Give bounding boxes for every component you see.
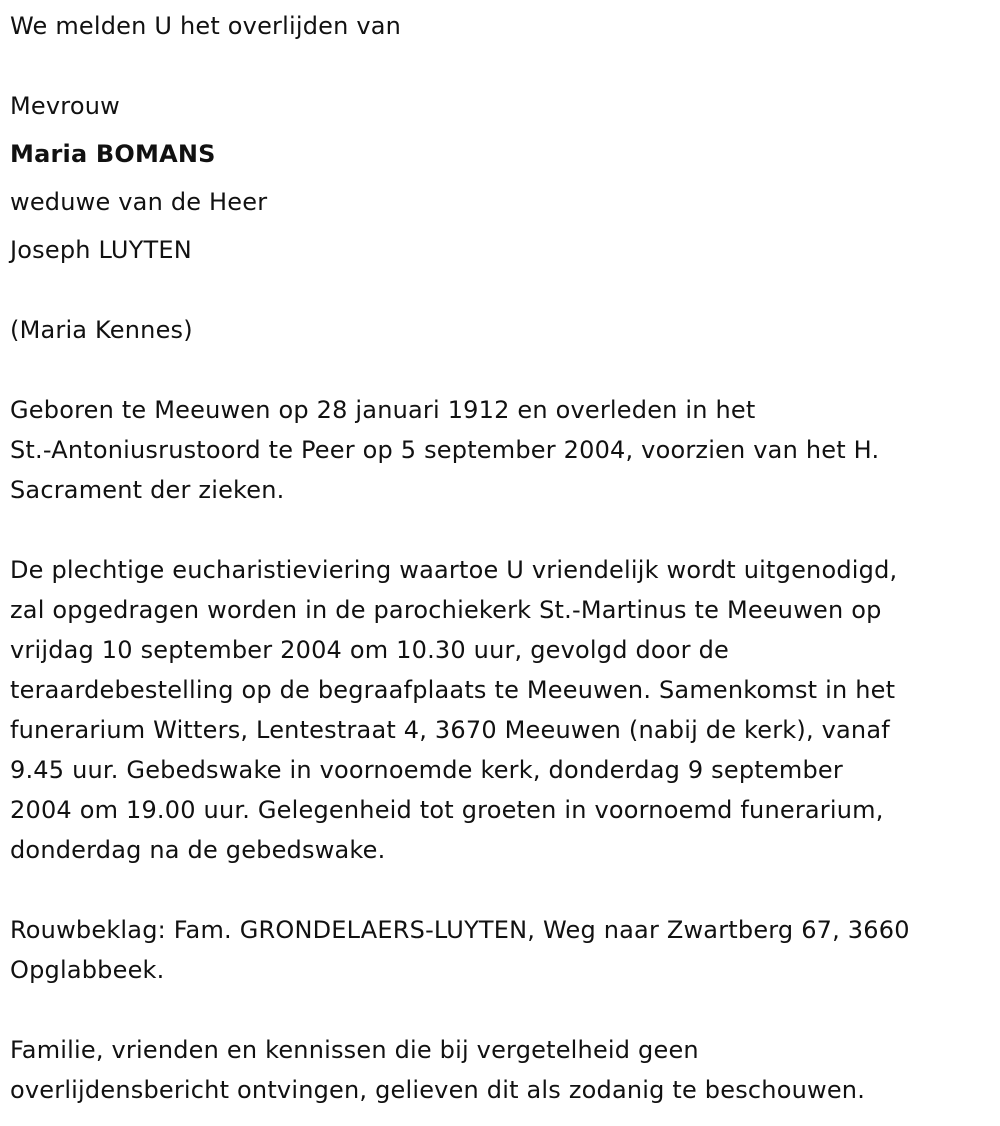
relation-text: weduwe van de Heer [10,188,268,216]
birth-death-line: St.-Antoniusrustoord te Peer op 5 september 2004, voorzien van het H. [10,436,880,464]
alias-name: (Maria Kennes) [10,316,193,344]
ceremony-line: 2004 om 19.00 uur. Gelegenheid tot groeten in voornoemd funerarium, [10,796,884,824]
ceremony-line: vrijdag 10 september 2004 om 10.30 uur, gevolgd door de [10,636,729,664]
salutation: Mevrouw [10,92,120,120]
ceremony-line: funerarium Witters, Lentestraat 4, 3670 Meeuwen (nabij de kerk), vanaf [10,716,890,744]
condolences-line: Opglabbeek. [10,956,165,984]
ceremony-line: De plechtige eucharistieviering waartoe U vriendelijk wordt uitgenodigd, [10,556,898,584]
birth-death-line: Geboren te Meeuwen op 28 januari 1912 en overleden in het [10,396,756,424]
closing-line: overlijdensbericht ontvingen, gelieven dit als zodanig te beschouwen. [10,1076,866,1104]
intro-text: We melden U het overlijden van [10,12,402,40]
ceremony-line: 9.45 uur. Gebedswake in voornoemde kerk, donderdag 9 september [10,756,843,784]
birth-death-line: Sacrament der zieken. [10,476,285,504]
condolences-line: Rouwbeklag: Fam. GRONDELAERS-LUYTEN, Weg naar Zwartberg 67, 3660 [10,916,910,944]
deceased-name: Maria BOMANS [10,140,216,168]
ceremony-line: zal opgedragen worden in de parochiekerk St.-Martinus te Meeuwen op [10,596,882,624]
ceremony-line: donderdag na de gebedswake. [10,836,386,864]
spouse-name: Joseph LUYTEN [10,236,192,264]
closing-line: Familie, vrienden en kennissen die bij vergetelheid geen [10,1036,699,1064]
ceremony-line: teraardebestelling op de begraafplaats te Meeuwen. Samenkomst in het [10,676,896,704]
